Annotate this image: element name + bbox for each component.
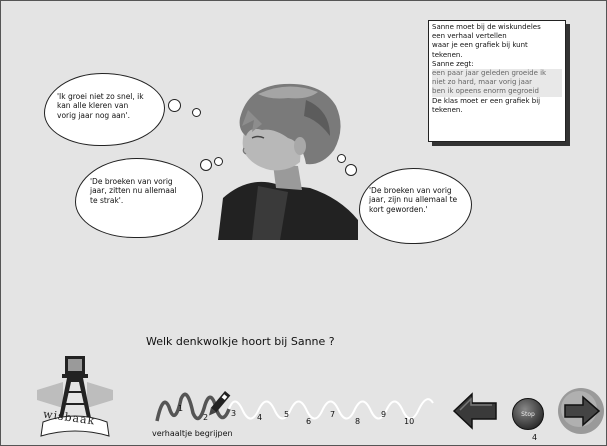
question-text: Welk denkwolkje hoort bij Sanne ?: [146, 335, 335, 348]
info-intro: Sanne moet bij de wiskundeles een verhaal vertellen waar je een grafiek bij kunt tekenen. Sanne zegt:: [432, 23, 541, 68]
step-2: 2: [203, 413, 209, 422]
step-5: 5: [284, 410, 290, 419]
progress-label: verhaaltje begrijpen: [152, 429, 233, 438]
step-9: 9: [381, 410, 387, 419]
step-10: 10: [404, 417, 415, 426]
thought-bubble: [168, 99, 181, 112]
thought-cloud-2[interactable]: [75, 158, 203, 238]
logo-text: wisbaak: [42, 407, 97, 428]
info-task: De klas moet er een grafiek bij tekenen.: [432, 96, 541, 114]
step-6: 6: [306, 417, 312, 426]
back-arrow-icon[interactable]: [452, 392, 498, 430]
thought-bubble: [200, 159, 212, 171]
step-1: 1: [178, 404, 184, 413]
thought-cloud-1-text: 'Ik groei niet zo snel, ik kan alle kleren van vorig jaar nog aan'.: [57, 92, 144, 120]
story-info-box: [428, 20, 566, 142]
step-4: 4: [257, 413, 263, 422]
next-arrow-icon[interactable]: [557, 385, 605, 437]
wisbaak-logo: [31, 352, 119, 442]
stop-button[interactable]: Stop: [512, 398, 544, 430]
page-number: 4: [532, 433, 538, 442]
thought-cloud-3[interactable]: [359, 168, 472, 244]
step-7: 7: [330, 410, 336, 419]
thought-bubble: [345, 164, 357, 176]
step-8: 8: [355, 417, 361, 426]
thought-bubble: [337, 154, 346, 163]
thought-cloud-2-text: 'De broeken van vorig jaar, zitten nu allemaal te strak'.: [90, 177, 177, 205]
thought-bubble: [192, 108, 201, 117]
step-3: 3: [231, 409, 237, 418]
thought-bubble: [214, 157, 223, 166]
thought-cloud-1[interactable]: [44, 73, 165, 146]
info-quote: een paar jaar geleden groeide ik niet zo hard, maar vorig jaar ben ik opeens enorm gegroeid: [432, 69, 562, 97]
progress-track: [151, 387, 441, 431]
thought-cloud-3-text: 'De broeken van vorig jaar, zijn nu allemaal te kort geworden.': [369, 186, 458, 214]
